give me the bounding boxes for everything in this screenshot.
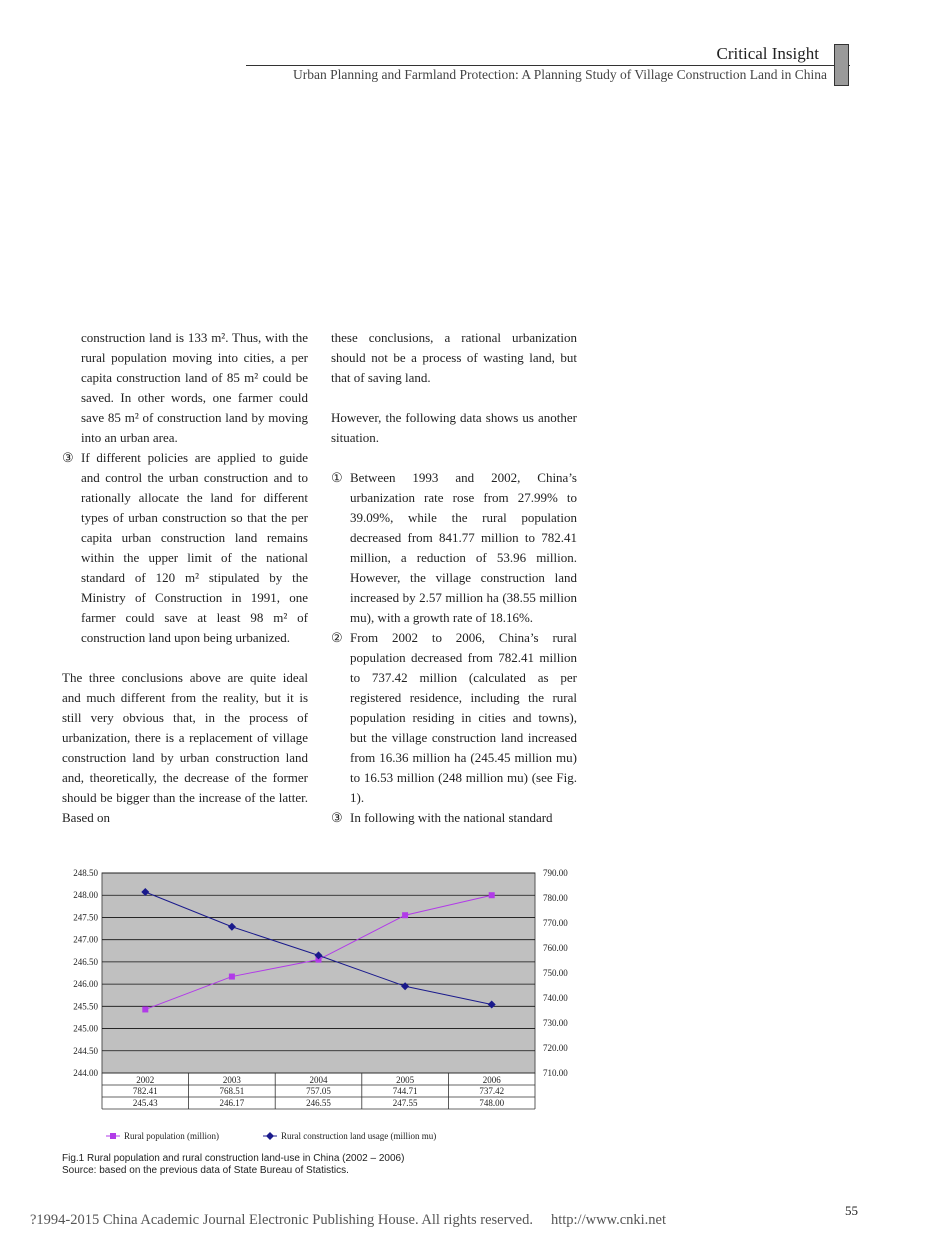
x-category-label: 2003 <box>222 1075 241 1085</box>
y-right-tick-label: 780.00 <box>543 893 568 903</box>
body-paragraph: these conclusions, a rational urbanization should not be a process of wasting land, but that of saving land. <box>331 330 577 385</box>
figure-caption <box>62 1153 404 1177</box>
legend-label: Rural population (million) <box>124 1131 219 1141</box>
caption-title: Fig.1 Rural population and rural construction land-use in China (2002 – 2006) <box>62 1153 405 1164</box>
y-right-tick-label: 760.00 <box>543 943 568 953</box>
running-header-section: Critical Insight <box>716 44 819 63</box>
y-right-tick-label: 720.00 <box>543 1043 568 1053</box>
y-left-tick-label: 247.00 <box>73 934 98 945</box>
body-paragraph: The three conclusions above are quite ideal and much different from the reality, but it is still very obvious that, in the process of urbanization, there is a replacement of village construction land by urban construction land and, theoretically, the decrease of the former should be bigger than the increase of the latter. Based on <box>62 670 308 825</box>
legend-marker <box>266 1132 274 1140</box>
y-left-tick-label: 245.00 <box>73 1023 98 1034</box>
body-paragraph: However, the following data shows us another situation. <box>331 410 577 445</box>
list-number: ③ <box>62 450 74 465</box>
y-left-tick-label: 246.00 <box>73 979 98 990</box>
copyright-text: ?1994-2015 China Academic Journal Electronic Publishing House. All rights reserved. <box>30 1212 533 1228</box>
y-left-tick-label: 248.00 <box>73 890 98 901</box>
list-item-text: In following with the national standard <box>350 810 553 825</box>
series-point-1 <box>489 892 495 898</box>
table-cell: 247.55 <box>392 1098 418 1108</box>
y-right-tick-label: 730.00 <box>543 1018 568 1028</box>
y-right-tick-label: 710.00 <box>543 1068 568 1078</box>
table-cell: 245.43 <box>132 1098 158 1108</box>
right-column <box>331 328 577 828</box>
legend-label: Rural construction land usage (million mu) <box>281 1131 437 1141</box>
list-item-3 <box>62 448 308 648</box>
x-category-label: 2004 <box>309 1075 328 1085</box>
series-point-1 <box>142 1006 148 1012</box>
running-header-subtitle: Urban Planning and Farmland Protection: A Planning Study of Village Construction Land in China <box>292 67 827 82</box>
y-right-tick-label: 790.00 <box>543 868 568 878</box>
table-cell: 737.42 <box>479 1086 505 1096</box>
plot-area <box>102 873 535 1073</box>
chart-svg <box>50 862 590 1152</box>
list-item-2 <box>331 628 577 808</box>
list-number: ③ <box>331 810 343 825</box>
y-left-tick-label: 246.50 <box>73 956 98 967</box>
list-item-text: Between 1993 and 2002, China’s urbanization rate rose from 27.99% to 39.09%, while the rural population decreased from 841.77 million to 782.41 million, a reduction of 53.96 million. However, the village construction land increased by 2.57 million ha (38.55 million mu), with a growth rate of 18.16%. <box>350 470 577 625</box>
caption-source: Source: based on the previous data of State Bureau of Statistics. <box>62 1165 349 1176</box>
x-category-label: 2006 <box>482 1075 501 1085</box>
y-left-tick-label: 245.50 <box>73 1001 98 1012</box>
table-cell: 748.00 <box>479 1098 505 1108</box>
list-item-text: If different policies are applied to guide and control the urban construction and to rationally allocate the land for different types of urban construction so that the per capita urban construction land remains within the upper limit of the national standard of 120 m² stipulated by the Ministry of Construction in 1991, one farmer could save at least 98 m² of construction land upon being urbanized. <box>81 450 308 645</box>
y-left-tick-label: 244.50 <box>73 1045 98 1056</box>
y-right-tick-label: 770.00 <box>543 918 568 928</box>
thumb-index-tab <box>834 44 849 86</box>
list-number: ② <box>331 630 343 645</box>
y-left-tick-label: 247.50 <box>73 912 98 923</box>
list-item-1 <box>331 468 577 628</box>
list-number: ① <box>331 470 343 485</box>
header-rule <box>246 65 850 66</box>
table-cell: 757.05 <box>306 1086 331 1096</box>
legend-marker <box>110 1133 116 1139</box>
x-category-label: 2002 <box>136 1075 155 1085</box>
figure-1-chart <box>50 862 590 1152</box>
table-cell: 744.71 <box>392 1086 418 1096</box>
table-cell: 782.41 <box>132 1086 158 1096</box>
table-cell: 246.17 <box>219 1098 245 1108</box>
table-cell: 246.55 <box>306 1098 331 1108</box>
series-point-1 <box>229 974 235 980</box>
y-right-tick-label: 750.00 <box>543 968 568 978</box>
continued-list-text: construction land is 133 m². Thus, with the rural population moving into cities, a per capita construction land of 85 m² could be saved. In other words, one farmer could save 85 m² of construction land by moving into an urban area. <box>81 330 308 445</box>
y-left-tick-label: 248.50 <box>73 868 98 878</box>
y-right-tick-label: 740.00 <box>543 993 568 1003</box>
y-left-tick-label: 244.00 <box>73 1068 98 1078</box>
series-point-1 <box>402 912 408 918</box>
table-cell: 768.51 <box>219 1086 245 1096</box>
copyright-footer <box>30 1212 666 1229</box>
list-item-text: From 2002 to 2006, China’s rural population decreased from 782.41 million to 737.42 million (calculated as per registered residence, including the rural population residing in cities and towns), but the village construction land increased from 16.36 million ha (245.45 million mu) to 16.53 million (248 million mu) (see Fig. 1). <box>350 630 577 805</box>
page-number: 55 <box>845 1203 858 1218</box>
x-category-label: 2005 <box>396 1075 415 1085</box>
footer-url[interactable]: http://www.cnki.net <box>550 1212 667 1228</box>
list-item-3 <box>331 808 577 828</box>
left-column <box>62 328 308 828</box>
